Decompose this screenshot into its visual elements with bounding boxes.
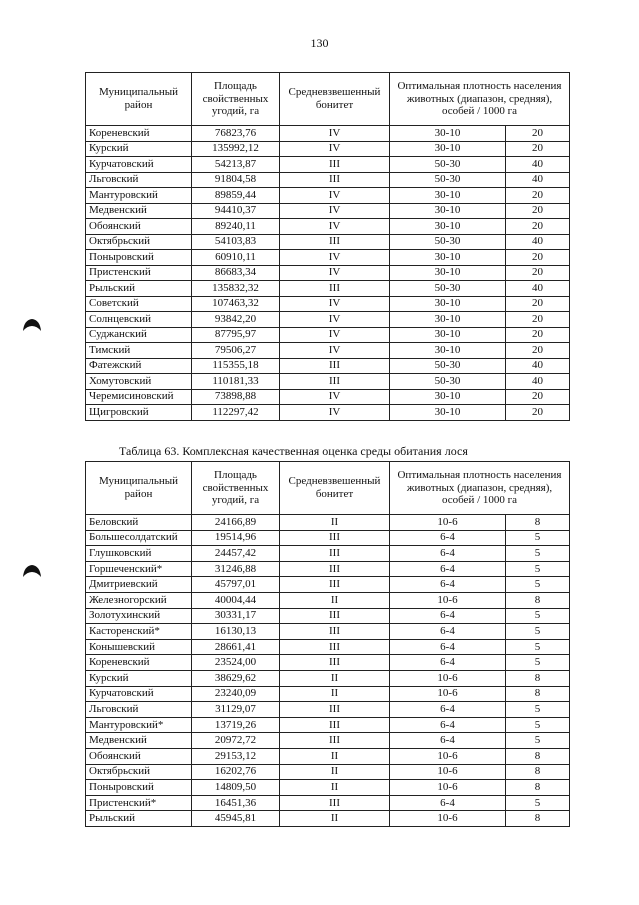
habitat-table-1 xyxy=(85,72,570,421)
cell-area: 29153,12 xyxy=(192,748,280,764)
cell-area: 115355,18 xyxy=(192,358,280,374)
cell-density-range: 30-10 xyxy=(390,219,506,235)
cell-district: Беловский xyxy=(86,515,192,531)
column-header-area: Площадь свойственных угодий, га xyxy=(192,462,280,515)
cell-bonitet: II xyxy=(280,780,390,796)
cell-bonitet: III xyxy=(280,577,390,593)
cell-area: 45945,81 xyxy=(192,811,280,827)
cell-bonitet: III xyxy=(280,172,390,188)
cell-density-range: 10-6 xyxy=(390,592,506,608)
cell-district: Железногорский xyxy=(86,592,192,608)
cell-area: 16451,36 xyxy=(192,795,280,811)
cell-density-range: 6-4 xyxy=(390,577,506,593)
cell-bonitet: III xyxy=(280,639,390,655)
table-row xyxy=(86,639,570,655)
cell-area: 16130,13 xyxy=(192,624,280,640)
cell-area: 31246,88 xyxy=(192,561,280,577)
cell-area: 79506,27 xyxy=(192,343,280,359)
cell-bonitet: II xyxy=(280,686,390,702)
table-row xyxy=(86,172,570,188)
cell-density-average: 8 xyxy=(506,686,570,702)
cell-area: 76823,76 xyxy=(192,126,280,142)
cell-bonitet: III xyxy=(280,358,390,374)
table-row xyxy=(86,561,570,577)
cell-density-average: 5 xyxy=(506,717,570,733)
table-row xyxy=(86,670,570,686)
cell-area: 13719,26 xyxy=(192,717,280,733)
binder-hole-mark-icon xyxy=(22,318,42,332)
cell-density-range: 30-10 xyxy=(390,343,506,359)
cell-district: Горшеченский* xyxy=(86,561,192,577)
cell-density-average: 20 xyxy=(506,250,570,266)
cell-density-range: 10-6 xyxy=(390,811,506,827)
cell-area: 86683,34 xyxy=(192,265,280,281)
cell-bonitet: II xyxy=(280,748,390,764)
page-number: 130 xyxy=(310,36,329,50)
cell-density-range: 50-30 xyxy=(390,358,506,374)
cell-bonitet: III xyxy=(280,624,390,640)
cell-bonitet: III xyxy=(280,546,390,562)
cell-bonitet: III xyxy=(280,530,390,546)
cell-density-average: 8 xyxy=(506,764,570,780)
binder-hole-mark-icon xyxy=(22,564,42,578)
cell-density-range: 10-6 xyxy=(390,515,506,531)
cell-area: 112297,42 xyxy=(192,405,280,421)
cell-density-average: 8 xyxy=(506,592,570,608)
habitat-table-2 xyxy=(85,461,570,827)
cell-district: Советский xyxy=(86,296,192,312)
cell-bonitet: III xyxy=(280,717,390,733)
cell-bonitet: II xyxy=(280,670,390,686)
cell-density-range: 30-10 xyxy=(390,265,506,281)
table-row xyxy=(86,126,570,142)
cell-district: Курский xyxy=(86,141,192,157)
cell-density-range: 30-10 xyxy=(390,141,506,157)
cell-density-range: 6-4 xyxy=(390,702,506,718)
table-row xyxy=(86,343,570,359)
cell-district: Медвенский xyxy=(86,733,192,749)
cell-area: 54213,87 xyxy=(192,157,280,173)
cell-district: Медвенский xyxy=(86,203,192,219)
cell-density-average: 8 xyxy=(506,811,570,827)
cell-density-average: 20 xyxy=(506,126,570,142)
table-row xyxy=(86,811,570,827)
table-row xyxy=(86,655,570,671)
table-row xyxy=(86,389,570,405)
cell-area: 94410,37 xyxy=(192,203,280,219)
column-header-district: Муниципальный район xyxy=(86,73,192,126)
cell-density-range: 10-6 xyxy=(390,670,506,686)
cell-area: 20972,72 xyxy=(192,733,280,749)
cell-density-average: 40 xyxy=(506,234,570,250)
cell-district: Курчатовский xyxy=(86,686,192,702)
cell-district: Касторенский* xyxy=(86,624,192,640)
cell-density-average: 5 xyxy=(506,530,570,546)
table-row xyxy=(86,157,570,173)
table-row xyxy=(86,327,570,343)
cell-area: 19514,96 xyxy=(192,530,280,546)
table-row xyxy=(86,312,570,328)
table-row xyxy=(86,374,570,390)
cell-district: Рыльский xyxy=(86,281,192,297)
column-header-district: Муниципальный район xyxy=(86,462,192,515)
cell-bonitet: III xyxy=(280,561,390,577)
cell-area: 38629,62 xyxy=(192,670,280,686)
cell-density-range: 50-30 xyxy=(390,157,506,173)
cell-district: Мантуровский xyxy=(86,188,192,204)
cell-bonitet: III xyxy=(280,733,390,749)
cell-density-average: 20 xyxy=(506,188,570,204)
cell-density-range: 30-10 xyxy=(390,389,506,405)
cell-bonitet: IV xyxy=(280,296,390,312)
cell-density-range: 10-6 xyxy=(390,780,506,796)
cell-district: Поныровский xyxy=(86,780,192,796)
cell-district: Кореневский xyxy=(86,126,192,142)
cell-district: Большесолдатский xyxy=(86,530,192,546)
cell-district: Курский xyxy=(86,670,192,686)
table-row xyxy=(86,188,570,204)
table-row xyxy=(86,577,570,593)
cell-bonitet: II xyxy=(280,515,390,531)
cell-density-range: 10-6 xyxy=(390,748,506,764)
cell-area: 107463,32 xyxy=(192,296,280,312)
cell-area: 31129,07 xyxy=(192,702,280,718)
cell-area: 54103,83 xyxy=(192,234,280,250)
cell-district: Фатежский xyxy=(86,358,192,374)
cell-bonitet: IV xyxy=(280,265,390,281)
table-row xyxy=(86,733,570,749)
table-row xyxy=(86,141,570,157)
cell-bonitet: IV xyxy=(280,343,390,359)
table-row xyxy=(86,795,570,811)
cell-area: 110181,33 xyxy=(192,374,280,390)
cell-density-range: 30-10 xyxy=(390,126,506,142)
cell-density-range: 10-6 xyxy=(390,764,506,780)
cell-bonitet: IV xyxy=(280,141,390,157)
cell-district: Льговский xyxy=(86,172,192,188)
cell-area: 23524,00 xyxy=(192,655,280,671)
cell-density-range: 30-10 xyxy=(390,250,506,266)
cell-district: Обоянский xyxy=(86,748,192,764)
table-row xyxy=(86,358,570,374)
table-row xyxy=(86,515,570,531)
cell-density-range: 50-30 xyxy=(390,281,506,297)
cell-bonitet: III xyxy=(280,281,390,297)
cell-bonitet: II xyxy=(280,764,390,780)
table-row xyxy=(86,608,570,624)
cell-bonitet: III xyxy=(280,655,390,671)
cell-bonitet: III xyxy=(280,795,390,811)
cell-density-average: 8 xyxy=(506,515,570,531)
cell-density-average: 8 xyxy=(506,748,570,764)
cell-bonitet: IV xyxy=(280,203,390,219)
cell-density-range: 30-10 xyxy=(390,327,506,343)
table-row xyxy=(86,546,570,562)
table-row xyxy=(86,234,570,250)
cell-bonitet: IV xyxy=(280,312,390,328)
cell-density-range: 50-30 xyxy=(390,172,506,188)
cell-district: Курчатовский xyxy=(86,157,192,173)
cell-district: Суджанский xyxy=(86,327,192,343)
cell-density-average: 20 xyxy=(506,343,570,359)
cell-area: 23240,09 xyxy=(192,686,280,702)
cell-density-average: 5 xyxy=(506,577,570,593)
table-row xyxy=(86,702,570,718)
cell-area: 24457,42 xyxy=(192,546,280,562)
cell-area: 30331,17 xyxy=(192,608,280,624)
cell-bonitet: III xyxy=(280,157,390,173)
cell-density-range: 30-10 xyxy=(390,312,506,328)
cell-area: 40004,44 xyxy=(192,592,280,608)
cell-density-average: 20 xyxy=(506,265,570,281)
column-header-bonitet: Средневзвешенный бонитет xyxy=(280,462,390,515)
cell-bonitet: III xyxy=(280,374,390,390)
cell-density-range: 10-6 xyxy=(390,686,506,702)
cell-district: Рыльский xyxy=(86,811,192,827)
cell-area: 135992,12 xyxy=(192,141,280,157)
cell-area: 60910,11 xyxy=(192,250,280,266)
cell-district: Поныровский xyxy=(86,250,192,266)
table-row xyxy=(86,686,570,702)
cell-density-average: 20 xyxy=(506,405,570,421)
cell-density-average: 40 xyxy=(506,281,570,297)
cell-district: Конышевский xyxy=(86,639,192,655)
cell-area: 45797,01 xyxy=(192,577,280,593)
cell-bonitet: IV xyxy=(280,389,390,405)
cell-density-range: 30-10 xyxy=(390,188,506,204)
table-row xyxy=(86,764,570,780)
cell-density-range: 6-4 xyxy=(390,795,506,811)
cell-density-range: 50-30 xyxy=(390,234,506,250)
cell-density-average: 20 xyxy=(506,389,570,405)
cell-density-average: 5 xyxy=(506,733,570,749)
cell-density-average: 5 xyxy=(506,561,570,577)
table-row xyxy=(86,530,570,546)
table-row xyxy=(86,219,570,235)
cell-density-average: 5 xyxy=(506,795,570,811)
table-row xyxy=(86,265,570,281)
cell-density-average: 40 xyxy=(506,157,570,173)
cell-district: Льговский xyxy=(86,702,192,718)
column-header-bonitet: Средневзвешенный бонитет xyxy=(280,73,390,126)
cell-density-average: 20 xyxy=(506,327,570,343)
cell-density-range: 6-4 xyxy=(390,561,506,577)
cell-district: Кореневский xyxy=(86,655,192,671)
cell-density-average: 20 xyxy=(506,203,570,219)
cell-district: Обоянский xyxy=(86,219,192,235)
cell-density-average: 40 xyxy=(506,374,570,390)
table-row xyxy=(86,296,570,312)
cell-area: 24166,89 xyxy=(192,515,280,531)
cell-density-average: 5 xyxy=(506,639,570,655)
cell-density-range: 6-4 xyxy=(390,639,506,655)
cell-density-range: 6-4 xyxy=(390,733,506,749)
cell-district: Щигровский xyxy=(86,405,192,421)
cell-district: Глушковский xyxy=(86,546,192,562)
cell-density-range: 30-10 xyxy=(390,203,506,219)
cell-area: 28661,41 xyxy=(192,639,280,655)
cell-district: Пристенский xyxy=(86,265,192,281)
column-header-density: Оптимальная плотность населения животных (диапазон, средняя), особей / 1000 га xyxy=(390,462,570,515)
cell-area: 91804,58 xyxy=(192,172,280,188)
cell-density-average: 20 xyxy=(506,219,570,235)
cell-density-average: 5 xyxy=(506,655,570,671)
cell-bonitet: IV xyxy=(280,405,390,421)
table-row xyxy=(86,405,570,421)
cell-bonitet: IV xyxy=(280,219,390,235)
cell-density-range: 30-10 xyxy=(390,405,506,421)
table-row xyxy=(86,624,570,640)
cell-area: 135832,32 xyxy=(192,281,280,297)
cell-density-range: 6-4 xyxy=(390,717,506,733)
cell-district: Золотухинский xyxy=(86,608,192,624)
cell-district: Солнцевский xyxy=(86,312,192,328)
cell-bonitet: III xyxy=(280,608,390,624)
cell-density-range: 6-4 xyxy=(390,624,506,640)
table-row xyxy=(86,281,570,297)
table-row xyxy=(86,592,570,608)
cell-bonitet: II xyxy=(280,592,390,608)
cell-district: Дмитриевский xyxy=(86,577,192,593)
cell-area: 89859,44 xyxy=(192,188,280,204)
table-row xyxy=(86,717,570,733)
cell-area: 93842,20 xyxy=(192,312,280,328)
cell-density-range: 6-4 xyxy=(390,608,506,624)
cell-density-average: 20 xyxy=(506,141,570,157)
cell-bonitet: III xyxy=(280,702,390,718)
cell-area: 16202,76 xyxy=(192,764,280,780)
table-caption: Таблица 63. Комплексная качественная оценка среды обитания лося xyxy=(119,444,468,458)
cell-density-range: 6-4 xyxy=(390,530,506,546)
cell-bonitet: IV xyxy=(280,188,390,204)
cell-district: Октябрьский xyxy=(86,764,192,780)
cell-area: 14809,50 xyxy=(192,780,280,796)
cell-district: Хомутовский xyxy=(86,374,192,390)
cell-district: Черемисиновский xyxy=(86,389,192,405)
table-row xyxy=(86,203,570,219)
cell-density-range: 6-4 xyxy=(390,655,506,671)
cell-density-average: 40 xyxy=(506,172,570,188)
cell-density-average: 8 xyxy=(506,670,570,686)
cell-bonitet: IV xyxy=(280,327,390,343)
column-header-area: Площадь свойственных угодий, га xyxy=(192,73,280,126)
table-row xyxy=(86,780,570,796)
cell-density-range: 50-30 xyxy=(390,374,506,390)
cell-density-average: 40 xyxy=(506,358,570,374)
cell-district: Пристенский* xyxy=(86,795,192,811)
cell-area: 89240,11 xyxy=(192,219,280,235)
cell-bonitet: II xyxy=(280,811,390,827)
cell-density-average: 5 xyxy=(506,624,570,640)
table-row xyxy=(86,250,570,266)
cell-area: 73898,88 xyxy=(192,389,280,405)
cell-district: Мантуровский* xyxy=(86,717,192,733)
column-header-density: Оптимальная плотность населения животных (диапазон, средняя), особей / 1000 га xyxy=(390,73,570,126)
cell-density-average: 20 xyxy=(506,296,570,312)
cell-bonitet: IV xyxy=(280,250,390,266)
cell-density-average: 5 xyxy=(506,546,570,562)
cell-density-average: 5 xyxy=(506,608,570,624)
cell-area: 87795,97 xyxy=(192,327,280,343)
cell-bonitet: IV xyxy=(280,126,390,142)
table-row xyxy=(86,748,570,764)
cell-density-average: 8 xyxy=(506,780,570,796)
cell-district: Тимский xyxy=(86,343,192,359)
cell-density-average: 5 xyxy=(506,702,570,718)
cell-density-range: 6-4 xyxy=(390,546,506,562)
cell-density-average: 20 xyxy=(506,312,570,328)
cell-density-range: 30-10 xyxy=(390,296,506,312)
cell-district: Октябрьский xyxy=(86,234,192,250)
cell-bonitet: III xyxy=(280,234,390,250)
